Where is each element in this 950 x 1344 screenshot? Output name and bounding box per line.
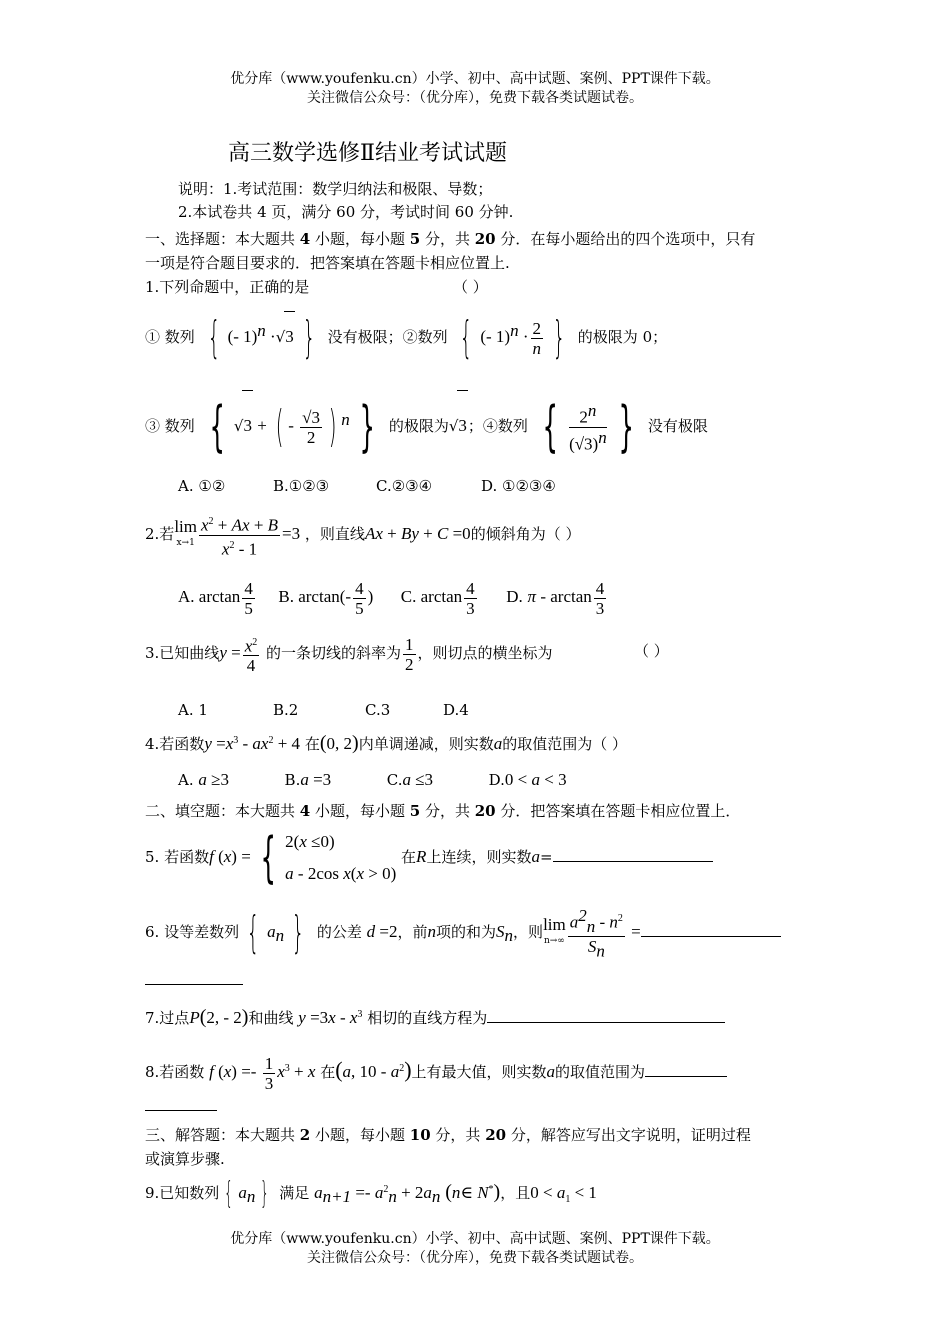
- header-line-1: 优分库（www.youfenku.cn）小学、初中、高中试题、案例、PPT课件下载。: [230, 71, 720, 87]
- footer-line-2: 关注微信公众号：（优分库），免费下载各类试题试卷。: [307, 1250, 643, 1266]
- q1-option-c: C.②③④: [376, 477, 433, 495]
- section2-intro: 二、填空题：本大题共 4 小题，每小题 5 分，共 20 分．把答案填在答题卡相应位置上．: [145, 802, 741, 820]
- q6-blank-continuation[interactable]: [145, 968, 243, 989]
- q2-stem: 2.若 lim x→1 $\frac{x^2 + Ax + B}{x^2 - 1}$ =3 ，则直线Ax + By + C =0的倾斜角为（ ）: [145, 508, 580, 560]
- q4-stem: 4.若函数$y =x^3 - ax^2 + 4$ 在(0, 2)内单调递减，则实数a的取值范围为（ ）: [145, 732, 627, 754]
- section3-intro-line2: 或演算步骤.: [145, 1150, 225, 1168]
- section1-intro: 一、选择题：本大题共 4 小题，每小题 5 分，共 20 分．在每小题给出的四个选项中，只有: [145, 230, 756, 248]
- q1-paren: （ ）: [453, 278, 488, 296]
- q3-paren: （ ）: [634, 642, 669, 660]
- q1-statement-1-2: ① 数列 { (- 1)$^n$ ·√3 } 没有极限；②数列 { (- 1)$^n$ · $\frac{2}{n}$ } 的极限为 0；: [145, 312, 668, 363]
- q4-options: A. a ≥3 B.a =3 C.a ≤3 D.0 < a < 3: [178, 770, 567, 789]
- q1-option-a: A. ①②: [178, 477, 226, 495]
- q3-option-a: A. 1: [178, 701, 208, 719]
- q2-options: A. arctan $\frac{4}{5}$ B. arctan(- $\frac{4}{5}$ ) C. arctan $\frac{4}{3}$ D. π - arctan $\frac{4}{3}$: [178, 578, 605, 618]
- q9-stem: 9.已知数列 { $a_n$ } 满足 $a_{n+1} =- a^2_n + 2a_n$ (n∈ N*)，且$0 < a_1 < 1$: [145, 1176, 597, 1211]
- note-line-1: 说明：1.考试范围：数学归纳法和极限、导数；: [178, 180, 493, 198]
- q3-option-c: C.3: [365, 701, 391, 719]
- q3-stem: 3.已知曲线y = $\frac{x^2}{4}$ 的一条切线的斜率为 $\frac{1}{2}$ ，则切点的横坐标为: [145, 634, 553, 676]
- q8-stem: 8.若函数 f (x) =- $\frac{1}{3}$ $x^3 + x$ 在(a, $10 - a^2$)上有最大值，则实数a的取值范围为: [145, 1044, 727, 1094]
- q6-stem: 6. 设等差数列 { $a_n$ } 的公差 d =2，前n项的和为$S_n$，则 lim n→∞ $\frac{a^2_n - n^2}{S_n}$ =: [145, 906, 781, 956]
- q1-statement-3-4: ③ 数列 { √3 + ( - $\frac{√3}{2}$ ) $^n$ } 的极限为√3；④数列 { $\frac{2^n}{(√3)^n}$ } 没有极限: [145, 385, 708, 455]
- q1-option-b: B.①②③: [273, 477, 330, 495]
- q3-option-b: B.2: [273, 701, 299, 719]
- q5-stem: 5. 若函数f (x) = { 2(x ≤0) a - 2cos x(x > 0) 在R上连续，则实数a=: [145, 824, 713, 890]
- header-line-2: 关注微信公众号：（优分库），免费下载各类试题试卷。: [307, 90, 643, 106]
- q8-blank-continuation[interactable]: [145, 1094, 217, 1115]
- q1-stem: 1.下列命题中，正确的是: [145, 278, 310, 296]
- page-title: 高三数学选修Ⅱ结业考试试题: [228, 141, 507, 166]
- footer-line-1: 优分库（www.youfenku.cn）小学、初中、高中试题、案例、PPT课件下载。: [230, 1231, 720, 1247]
- q7-stem: 7.过点P(2, - 2)和曲线 $y =3x - x^3$ 相切的直线方程为: [145, 998, 725, 1032]
- section3-intro: 三、解答题：本大题共 2 小题，每小题 10 分，共 20 分，解答应写出文字说明，证明过程: [145, 1126, 751, 1144]
- q3-option-d: D.4: [443, 701, 469, 719]
- note-line-2: 2.本试卷共 4 页，满分 60 分，考试时间 60 分钟.: [178, 203, 514, 221]
- q1-option-d: D. ①②③④: [481, 477, 556, 495]
- section1-intro-line2: 一项是符合题目要求的．把答案填在答题卡相应位置上.: [145, 254, 510, 272]
